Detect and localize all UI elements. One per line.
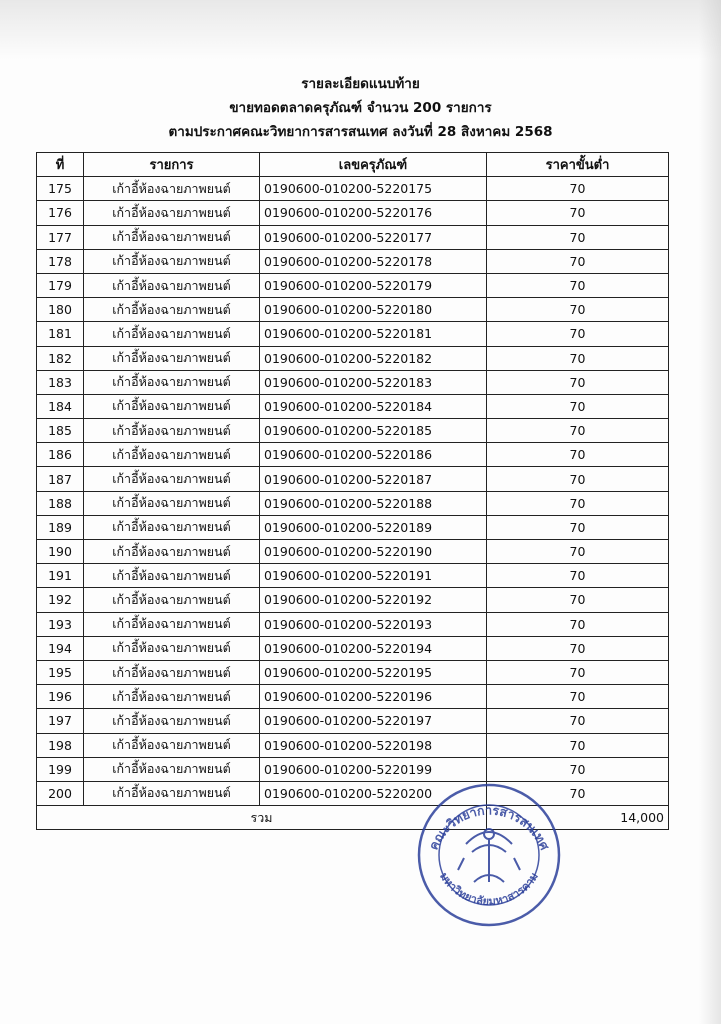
row-no: 197 (37, 709, 84, 733)
row-no: 183 (37, 370, 84, 394)
row-asset-code: 0190600-010200-5220188 (260, 491, 487, 515)
row-asset-code: 0190600-010200-5220179 (260, 273, 487, 297)
row-item-name: เก้าอี้ห้องฉายภาพยนต์ (84, 733, 260, 757)
row-item-name: เก้าอี้ห้องฉายภาพยนต์ (84, 564, 260, 588)
row-item-name: เก้าอี้ห้องฉายภาพยนต์ (84, 273, 260, 297)
row-asset-code: 0190600-010200-5220177 (260, 225, 487, 249)
row-min-price: 70 (487, 612, 669, 636)
row-asset-code: 0190600-010200-5220190 (260, 540, 487, 564)
table-row (37, 564, 669, 588)
table-row (37, 709, 669, 733)
row-no: 178 (37, 249, 84, 273)
row-asset-code: 0190600-010200-5220189 (260, 515, 487, 539)
row-min-price: 70 (487, 757, 669, 781)
row-asset-code: 0190600-010200-5220182 (260, 346, 487, 370)
row-min-price: 70 (487, 491, 669, 515)
row-min-price: 70 (487, 419, 669, 443)
table-row (37, 660, 669, 684)
row-asset-code: 0190600-010200-5220194 (260, 636, 487, 660)
row-item-name: เก้าอี้ห้องฉายภาพยนต์ (84, 225, 260, 249)
row-item-name: เก้าอี้ห้องฉายภาพยนต์ (84, 660, 260, 684)
row-no: 191 (37, 564, 84, 588)
row-min-price: 70 (487, 709, 669, 733)
row-min-price: 70 (487, 273, 669, 297)
table-row (37, 201, 669, 225)
doc-announcement-line: ตามประกาศคณะวิทยาการสารสนเทศ ลงวันที่ 28 สิงหาคม 2568 (168, 124, 553, 140)
row-asset-code: 0190600-010200-5220199 (260, 757, 487, 781)
row-min-price: 70 (487, 225, 669, 249)
faculty-seal-stamp (416, 782, 562, 928)
row-item-name: เก้าอี้ห้องฉายภาพยนต์ (84, 370, 260, 394)
scan-shadow-right (699, 0, 721, 1024)
row-item-name: เก้าอี้ห้องฉายภาพยนต์ (84, 249, 260, 273)
row-no: 189 (37, 515, 84, 539)
table-row (37, 322, 669, 346)
row-item-name: เก้าอี้ห้องฉายภาพยนต์ (84, 322, 260, 346)
row-no: 195 (37, 660, 84, 684)
row-asset-code: 0190600-010200-5220175 (260, 177, 487, 201)
row-asset-code: 0190600-010200-5220181 (260, 322, 487, 346)
row-item-name: เก้าอี้ห้องฉายภาพยนต์ (84, 612, 260, 636)
row-item-name: เก้าอี้ห้องฉายภาพยนต์ (84, 419, 260, 443)
doc-subtitle: ขายทอดตลาดครุภัณฑ์ จำนวน 200 รายการ (229, 100, 492, 116)
row-min-price: 70 (487, 564, 669, 588)
row-no: 200 (37, 781, 84, 805)
table-row (37, 757, 669, 781)
row-no: 188 (37, 491, 84, 515)
table-row (37, 177, 669, 201)
row-asset-code: 0190600-010200-5220186 (260, 443, 487, 467)
row-item-name: เก้าอี้ห้องฉายภาพยนต์ (84, 443, 260, 467)
row-item-name: เก้าอี้ห้องฉายภาพยนต์ (84, 709, 260, 733)
row-item-name: เก้าอี้ห้องฉายภาพยนต์ (84, 394, 260, 418)
row-no: 198 (37, 733, 84, 757)
col-header-no: ที่ (37, 153, 84, 177)
items-table (36, 152, 669, 830)
table-row (37, 419, 669, 443)
table-row (37, 733, 669, 757)
total-label: รวม (37, 806, 487, 830)
row-min-price: 70 (487, 636, 669, 660)
row-asset-code: 0190600-010200-5220184 (260, 394, 487, 418)
row-item-name: เก้าอี้ห้องฉายภาพยนต์ (84, 177, 260, 201)
row-min-price: 70 (487, 588, 669, 612)
table-row (37, 781, 669, 805)
row-item-name: เก้าอี้ห้องฉายภาพยนต์ (84, 467, 260, 491)
table-row (37, 612, 669, 636)
svg-text:มหาวิทยาลัยมหาสารคาม: มหาวิทยาลัยมหาสารคาม (437, 870, 541, 908)
row-min-price: 70 (487, 685, 669, 709)
row-min-price: 70 (487, 177, 669, 201)
row-min-price: 70 (487, 298, 669, 322)
row-min-price: 70 (487, 660, 669, 684)
row-min-price: 70 (487, 515, 669, 539)
total-value: 14,000 (487, 806, 669, 830)
col-header-item: รายการ (84, 153, 260, 177)
table-body (37, 177, 669, 806)
row-asset-code: 0190600-010200-5220196 (260, 685, 487, 709)
row-asset-code: 0190600-010200-5220198 (260, 733, 487, 757)
row-asset-code: 0190600-010200-5220200 (260, 781, 487, 805)
table-row (37, 636, 669, 660)
doc-title: รายละเอียดแนบท้าย (301, 76, 420, 92)
row-asset-code: 0190600-010200-5220195 (260, 660, 487, 684)
scan-shadow-top (0, 0, 721, 60)
row-no: 176 (37, 201, 84, 225)
row-no: 193 (37, 612, 84, 636)
table-row (37, 298, 669, 322)
row-min-price: 70 (487, 322, 669, 346)
row-asset-code: 0190600-010200-5220193 (260, 612, 487, 636)
row-min-price: 70 (487, 370, 669, 394)
row-no: 181 (37, 322, 84, 346)
row-no: 199 (37, 757, 84, 781)
row-item-name: เก้าอี้ห้องฉายภาพยนต์ (84, 515, 260, 539)
table-header-row (37, 153, 669, 177)
row-item-name: เก้าอี้ห้องฉายภาพยนต์ (84, 757, 260, 781)
total-row (37, 806, 669, 830)
row-no: 190 (37, 540, 84, 564)
table-row (37, 515, 669, 539)
row-item-name: เก้าอี้ห้องฉายภาพยนต์ (84, 781, 260, 805)
table-row (37, 225, 669, 249)
row-no: 180 (37, 298, 84, 322)
row-no: 194 (37, 636, 84, 660)
table-row (37, 370, 669, 394)
row-min-price: 70 (487, 346, 669, 370)
row-min-price: 70 (487, 394, 669, 418)
row-item-name: เก้าอี้ห้องฉายภาพยนต์ (84, 540, 260, 564)
row-min-price: 70 (487, 467, 669, 491)
table-row (37, 273, 669, 297)
row-asset-code: 0190600-010200-5220183 (260, 370, 487, 394)
row-no: 184 (37, 394, 84, 418)
row-min-price: 70 (487, 540, 669, 564)
table-row (37, 588, 669, 612)
table-row (37, 685, 669, 709)
row-asset-code: 0190600-010200-5220187 (260, 467, 487, 491)
row-item-name: เก้าอี้ห้องฉายภาพยนต์ (84, 346, 260, 370)
row-min-price: 70 (487, 733, 669, 757)
row-item-name: เก้าอี้ห้องฉายภาพยนต์ (84, 298, 260, 322)
table-row (37, 394, 669, 418)
table-row (37, 346, 669, 370)
row-asset-code: 0190600-010200-5220176 (260, 201, 487, 225)
row-min-price: 70 (487, 781, 669, 805)
row-no: 179 (37, 273, 84, 297)
row-item-name: เก้าอี้ห้องฉายภาพยนต์ (84, 588, 260, 612)
row-min-price: 70 (487, 443, 669, 467)
table-row (37, 491, 669, 515)
row-min-price: 70 (487, 201, 669, 225)
row-asset-code: 0190600-010200-5220185 (260, 419, 487, 443)
row-asset-code: 0190600-010200-5220178 (260, 249, 487, 273)
table-row (37, 443, 669, 467)
col-header-asset-code: เลขครุภัณฑ์ (260, 153, 487, 177)
row-no: 175 (37, 177, 84, 201)
row-item-name: เก้าอี้ห้องฉายภาพยนต์ (84, 201, 260, 225)
row-min-price: 70 (487, 249, 669, 273)
row-item-name: เก้าอี้ห้องฉายภาพยนต์ (84, 636, 260, 660)
row-no: 192 (37, 588, 84, 612)
row-item-name: เก้าอี้ห้องฉายภาพยนต์ (84, 491, 260, 515)
table-row (37, 249, 669, 273)
row-no: 196 (37, 685, 84, 709)
row-item-name: เก้าอี้ห้องฉายภาพยนต์ (84, 685, 260, 709)
col-header-min-price: ราคาขั้นต่ำ (487, 153, 669, 177)
svg-text:คณะวิทยาการสารสนเทศ: คณะวิทยาการสารสนเทศ (425, 802, 553, 853)
row-no: 187 (37, 467, 84, 491)
table-row (37, 540, 669, 564)
row-no: 182 (37, 346, 84, 370)
row-no: 177 (37, 225, 84, 249)
row-no: 186 (37, 443, 84, 467)
table-row (37, 467, 669, 491)
row-no: 185 (37, 419, 84, 443)
row-asset-code: 0190600-010200-5220180 (260, 298, 487, 322)
row-asset-code: 0190600-010200-5220197 (260, 709, 487, 733)
row-asset-code: 0190600-010200-5220191 (260, 564, 487, 588)
row-asset-code: 0190600-010200-5220192 (260, 588, 487, 612)
